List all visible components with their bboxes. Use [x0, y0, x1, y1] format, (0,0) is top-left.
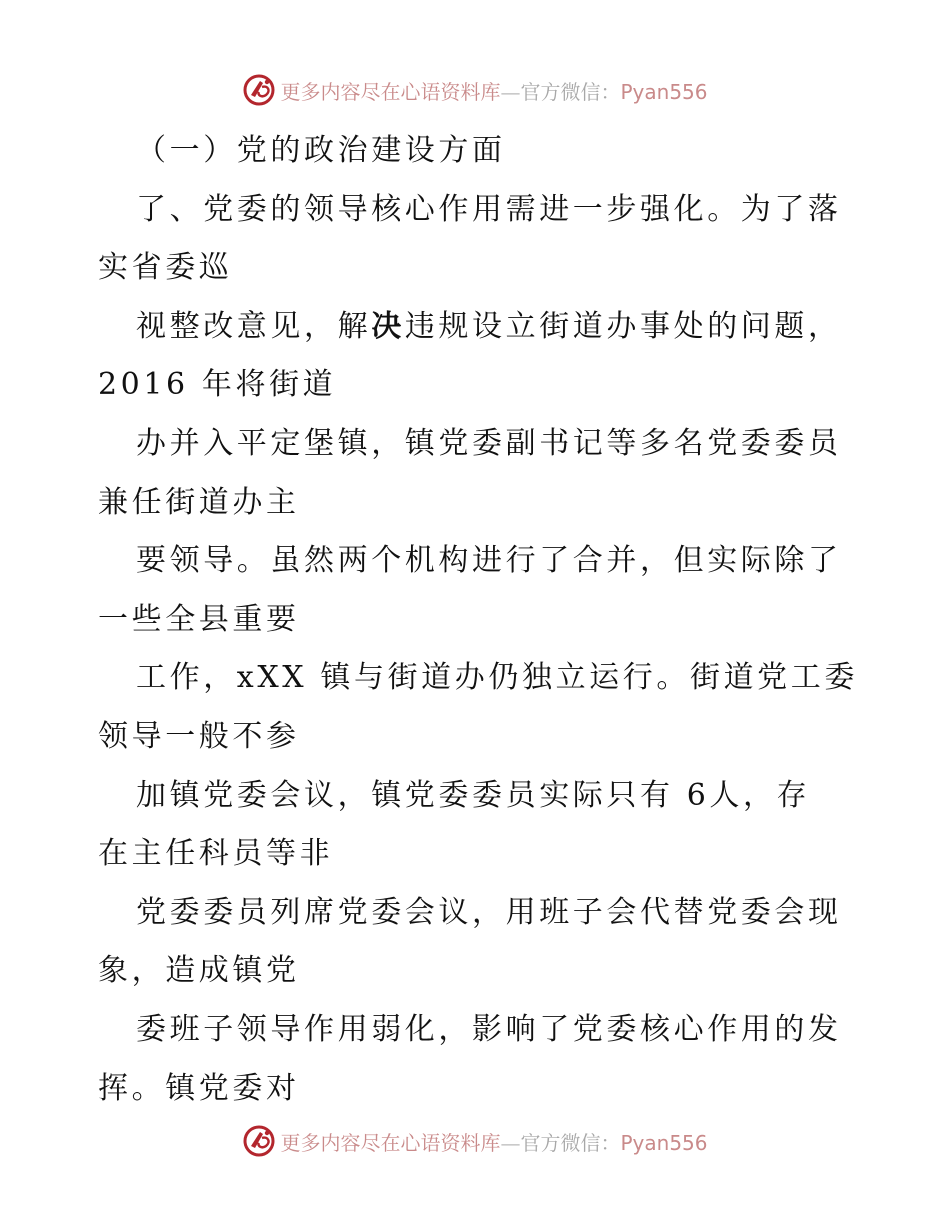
- paragraph-line: [98, 298, 858, 357]
- paragraph-line: 工作，xXX 镇与街道办仍独立运行。街道党工委: [136, 660, 858, 696]
- banner-wechat-label: 官方微信：: [520, 1130, 621, 1155]
- header-banner: [0, 70, 950, 110]
- paragraph-line: 加镇党委会议，镇党委委员实际只有 6人，存: [136, 777, 811, 813]
- paragraph-line: 兼任街道办主: [98, 484, 300, 520]
- paragraph-line: 要领导。虽然两个机构进行了合并，但实际除了: [136, 543, 842, 579]
- brand-logo-icon: [242, 73, 276, 107]
- banner-slogan: 更多内容尽在心语资料库: [280, 1130, 501, 1155]
- bold-character: 决: [371, 308, 405, 344]
- paragraph-line: 党委委员列席党委会议，用班子会代替党委会现: [136, 894, 842, 930]
- brand-logo-icon: [242, 1124, 276, 1158]
- text-segment: 视整改意见，解: [136, 308, 372, 344]
- paragraph-line: 委班子领导作用弱化，影响了党委核心作用的发: [136, 1011, 842, 1047]
- text-segment: 违规设立街道办事处的问题，: [404, 308, 842, 344]
- paragraph-line: 一些全县重要: [98, 601, 300, 637]
- paragraph-line: 领导一般不参: [98, 718, 300, 754]
- banner-dash: —: [500, 1130, 521, 1155]
- paragraph-line: 2016 年将街道: [98, 367, 337, 403]
- banner-dash: —: [500, 79, 521, 104]
- document-body: [98, 122, 858, 1118]
- banner-wechat-id: Pyan556: [620, 1130, 708, 1155]
- footer-banner: [0, 1121, 950, 1161]
- paragraph-line: 挥。镇党委对: [98, 1070, 300, 1106]
- paragraph-line: 了、党委的领导核心作用需进一步强化。为了落: [136, 191, 842, 227]
- paragraph-line: 实省委巡: [98, 250, 233, 286]
- banner-slogan: 更多内容尽在心语资料库: [280, 79, 501, 104]
- paragraph-line: 在主任科员等非: [98, 836, 334, 872]
- paragraph-line: 办并入平定堡镇，镇党委副书记等多名党委委员: [136, 425, 842, 461]
- section-heading: （一）党的政治建设方面: [136, 133, 506, 168]
- banner-wechat-id: Pyan556: [620, 79, 708, 104]
- paragraph-line: 象，造成镇党: [98, 953, 300, 989]
- banner-wechat-label: 官方微信：: [520, 79, 621, 104]
